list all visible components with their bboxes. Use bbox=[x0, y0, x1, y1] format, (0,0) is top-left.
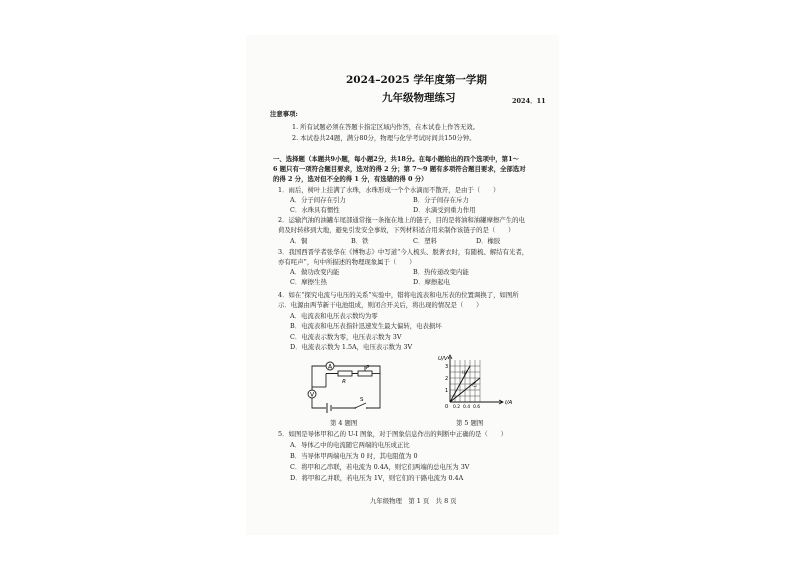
voltmeter-label: V bbox=[309, 391, 315, 399]
question-5-option: A．导体乙中的电流随它两端的电压成正比 bbox=[290, 441, 410, 449]
question-3-stem: 亦有咤声”，句中所描述的物理现象属于（ ） bbox=[278, 258, 416, 266]
question-4-stem: 示．电源由两节新干电池组成，则闭合开关后，将出现的情况是（ ） bbox=[278, 301, 483, 309]
question-4-option: B．电流表和电压表指针迅速发生最大偏转，电表损坏 bbox=[290, 322, 442, 330]
graph-y-tick: 1 bbox=[445, 388, 449, 394]
question-5-option: B．当导体甲两端电压为 0 时，其电阻值为 0 bbox=[290, 452, 418, 460]
section-heading: 一、选择题（本题共9小题，每小题2分，共18分。在每小题给出的四个选项中，第1～ bbox=[273, 155, 519, 163]
section-text: 6 题只有一项符合题目要求，选对的得 2 分；第 7～9 题有多项符合题目要求，全部选对 bbox=[273, 165, 526, 173]
question-5-option: D．将甲和乙并联，若电压为 1V，则它们的干路电流为 0.4A bbox=[290, 474, 464, 482]
graph-x-label: I/A bbox=[505, 400, 513, 406]
question-1-option: C．水珠具有惯性 bbox=[290, 206, 340, 214]
ui-graph bbox=[436, 352, 526, 414]
question-4-option: A．电流表和电压表示数均为零 bbox=[290, 312, 378, 320]
graph-x-tick: 0.4 bbox=[463, 405, 471, 410]
question-2-option: C．塑料 bbox=[413, 237, 438, 245]
graph-y-tick: 2 bbox=[445, 376, 449, 382]
note-item: 1. 所有试题必须在答题卡指定区域内作答，在本试卷上作答无效。 bbox=[292, 123, 480, 131]
figure-4-caption: 第 4 题图 bbox=[330, 419, 358, 427]
question-2-stem: 2．运输汽油的油罐车尾部通常拖一条拖在地上的链子，目的是将油和油罐摩擦产生的电 bbox=[278, 216, 525, 224]
question-3-option: A．做功改变内能 bbox=[290, 268, 340, 276]
rheostat-label: P bbox=[366, 365, 370, 371]
graph-origin: 0 bbox=[445, 404, 449, 410]
question-2-option: A．铜 bbox=[290, 237, 308, 245]
exam-date: 2024．11 bbox=[512, 97, 546, 105]
rheostat-symbol bbox=[358, 371, 372, 376]
resistor-label: R bbox=[342, 379, 346, 385]
graph-y-tick: 3 bbox=[445, 364, 449, 370]
question-4-option: C．电流表示数为零，电压表示数为 3V bbox=[290, 333, 402, 341]
section-text: 的得 2 分，选对但不全的得 1 分，有选错的得 0 分） bbox=[273, 175, 428, 183]
question-4-option: D．电流表示数为 1.5A，电压表示数为 3V bbox=[290, 343, 413, 351]
question-1-option: B．分子间存在斥力 bbox=[413, 196, 469, 204]
question-2-option: D．橡胶 bbox=[476, 237, 501, 245]
ammeter-label: A bbox=[327, 363, 333, 371]
circuit-diagram bbox=[300, 358, 390, 416]
question-3-option: D．摩擦起电 bbox=[413, 278, 451, 286]
question-1-option: A．分子间存在引力 bbox=[290, 196, 346, 204]
switch-label: S bbox=[360, 397, 364, 403]
resistor-symbol bbox=[338, 371, 352, 376]
question-5-stem: 5．如图是导体甲和乙的 U-I 图象，对于图象信息作出的判断中正确的是（ ） bbox=[278, 430, 507, 438]
graph-label-a: 甲 bbox=[462, 371, 468, 377]
question-1-stem: 1．雨后，树叶上挂满了水珠，水珠形成一个个水滴而不散开，是由于（ ） bbox=[278, 186, 500, 194]
exam-title: 2024–2025 学年度第一学期 bbox=[346, 74, 487, 86]
question-3-option: B．热传递改变内能 bbox=[413, 268, 469, 276]
page-footer: 九年级物理 第 1 页 共 8 页 bbox=[370, 497, 457, 505]
question-1-option: D．水滴受到重力作用 bbox=[413, 206, 476, 214]
graph-x-tick: 0.2 bbox=[453, 405, 461, 410]
question-3-stem: 3．我国西晋学者张华在《博物志》中写道“今人梳头、脱著衣时，有随梳、解结有光者， bbox=[278, 248, 529, 256]
figure-5-caption: 第 5 题图 bbox=[456, 419, 484, 427]
graph-label-b: 乙 bbox=[472, 382, 478, 388]
graph-x-tick: 0.6 bbox=[473, 405, 481, 410]
graph-y-label: U/V bbox=[438, 356, 448, 362]
question-4-stem: 4．如在“探究电流与电压的关系”实验中，错将电流表和电压表的位置调换了，如图所 bbox=[278, 291, 519, 299]
question-3-option: C．摩擦生热 bbox=[290, 278, 327, 286]
note-item: 2. 本试卷共24题，满分80分，物理与化学考试时间共150分钟。 bbox=[292, 134, 476, 142]
question-5-option: C．将甲和乙串联，若电流为 0.4A，则它们两端的总电压为 3V bbox=[290, 463, 470, 471]
question-2-option: B．铁 bbox=[351, 237, 369, 245]
question-2-stem: 荷及时转移到大地，避免引发安全事故，下列材料适合用来制作该链子的是（ ） bbox=[278, 226, 515, 234]
exam-subtitle: 九年级物理练习 bbox=[382, 92, 456, 104]
notes-heading: 注意事项: bbox=[270, 110, 298, 118]
